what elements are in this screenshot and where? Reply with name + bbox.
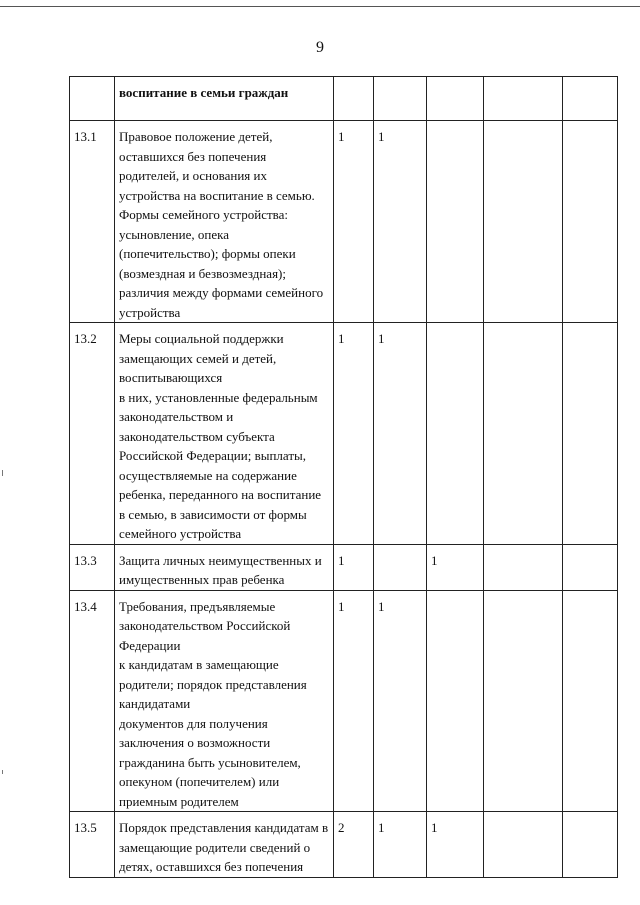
value-cell: 1 bbox=[374, 121, 427, 323]
scan-margin-mark bbox=[2, 470, 3, 476]
topic-line: законодательством Российской bbox=[119, 618, 291, 633]
topic-line: (попечительство); формы опеки bbox=[119, 246, 296, 261]
topic-line: Порядок представления кандидатам в bbox=[119, 820, 329, 835]
value-cell bbox=[563, 121, 618, 323]
scan-margin-mark bbox=[2, 770, 3, 774]
topic-line: воспитывающихся bbox=[119, 370, 223, 385]
value-cell: 1 bbox=[427, 812, 484, 878]
scan-top-edge bbox=[0, 6, 640, 7]
value-cell bbox=[374, 77, 427, 121]
value-cell bbox=[563, 77, 618, 121]
topic-line: Формы семейного устройства: bbox=[119, 207, 289, 222]
value-cell: 1 bbox=[374, 323, 427, 545]
topic-line: опекуном (попечителем) или bbox=[119, 774, 280, 789]
value-cell: 1 bbox=[334, 323, 374, 545]
topic-line: гражданина быть усыновителем, bbox=[119, 754, 301, 770]
table-row bbox=[70, 121, 618, 323]
row-number-cell: 13.2 bbox=[70, 323, 115, 545]
value-cell bbox=[427, 590, 484, 812]
value-cell bbox=[484, 121, 563, 323]
topic-cell: воспитание в семьи граждан bbox=[115, 77, 334, 121]
value-cell: 1 bbox=[334, 121, 374, 323]
value-cell: 1 bbox=[334, 590, 374, 812]
topic-line: в семью, в зависимости от формы bbox=[119, 506, 307, 522]
topic-line: ребенка, переданного на воспитание bbox=[119, 487, 322, 502]
topic-line: оставшихся без попечения bbox=[119, 148, 267, 164]
topic-line: в них, установленные федеральным bbox=[119, 389, 318, 405]
topic-cell bbox=[115, 590, 334, 812]
topic-line: родителей, и основания их bbox=[119, 168, 267, 183]
topic-line: осуществляемые на содержание bbox=[119, 467, 297, 483]
table-row bbox=[70, 323, 618, 545]
value-cell bbox=[427, 77, 484, 121]
value-cell bbox=[334, 77, 374, 121]
value-cell: 2 bbox=[334, 812, 374, 878]
topic-line: (возмездная и безвозмездная); bbox=[119, 265, 286, 281]
value-cell: 1 bbox=[374, 590, 427, 812]
value-cell bbox=[427, 121, 484, 323]
topic-line: к кандидатам в замещающие bbox=[119, 657, 279, 672]
topic-line: заключения о возможности bbox=[119, 735, 271, 750]
topic-cell bbox=[115, 121, 334, 323]
topic-line: замещающие родители сведений о bbox=[119, 839, 311, 855]
row-number-cell: 13.5 bbox=[70, 812, 115, 878]
topic-line: кандидатами bbox=[119, 696, 191, 711]
topic-line: Федерации bbox=[119, 637, 181, 653]
topic-line: Российской Федерации; выплаты, bbox=[119, 448, 306, 463]
value-cell bbox=[427, 323, 484, 545]
value-cell bbox=[484, 812, 563, 878]
value-cell bbox=[484, 77, 563, 121]
value-cell: 1 bbox=[334, 544, 374, 590]
value-cell bbox=[484, 590, 563, 812]
topic-line: Защита личных неимущественных и bbox=[119, 552, 322, 568]
table-row bbox=[70, 544, 618, 590]
value-cell: 1 bbox=[374, 812, 427, 878]
topic-cell bbox=[115, 544, 334, 590]
value-cell bbox=[563, 544, 618, 590]
topic-cell bbox=[115, 323, 334, 545]
table-row bbox=[70, 77, 618, 121]
value-cell bbox=[484, 544, 563, 590]
value-cell bbox=[563, 812, 618, 878]
topic-line: Требования, предъявляемые bbox=[119, 598, 276, 614]
row-number-cell: 13.3 bbox=[70, 544, 115, 590]
topic-line: устройства bbox=[119, 304, 181, 320]
topic-line: законодательством и bbox=[119, 409, 234, 424]
topic-line: различия между формами семейного bbox=[119, 285, 324, 300]
row-number-cell bbox=[70, 77, 115, 121]
topic-line: документов для получения bbox=[119, 715, 268, 731]
value-cell bbox=[374, 544, 427, 590]
topic-line: имущественных прав ребенка bbox=[119, 572, 285, 587]
topic-line: Правовое положение детей, bbox=[119, 129, 273, 144]
topic-line: устройства на воспитание в семью. bbox=[119, 187, 315, 203]
topic-line: усыновление, опека bbox=[119, 226, 229, 242]
curriculum-table bbox=[69, 76, 618, 878]
table-row bbox=[70, 590, 618, 812]
table-row bbox=[70, 812, 618, 878]
topic-line: семейного устройства bbox=[119, 526, 242, 541]
value-cell bbox=[563, 323, 618, 545]
row-number-cell: 13.1 bbox=[70, 121, 115, 323]
value-cell: 1 bbox=[427, 544, 484, 590]
topic-line: детях, оставшихся без попечения bbox=[119, 859, 304, 874]
topic-line: законодательством субъекта bbox=[119, 428, 275, 444]
row-number-cell: 13.4 bbox=[70, 590, 115, 812]
topic-line: приемным родителем bbox=[119, 793, 239, 809]
topic-line: замещающих семей и детей, bbox=[119, 350, 277, 366]
value-cell bbox=[484, 323, 563, 545]
page-number: 9 bbox=[316, 39, 324, 56]
topic-cell bbox=[115, 812, 334, 878]
topic-line: Меры социальной поддержки bbox=[119, 331, 284, 346]
topic-line: родители; порядок представления bbox=[119, 676, 307, 692]
value-cell bbox=[563, 590, 618, 812]
